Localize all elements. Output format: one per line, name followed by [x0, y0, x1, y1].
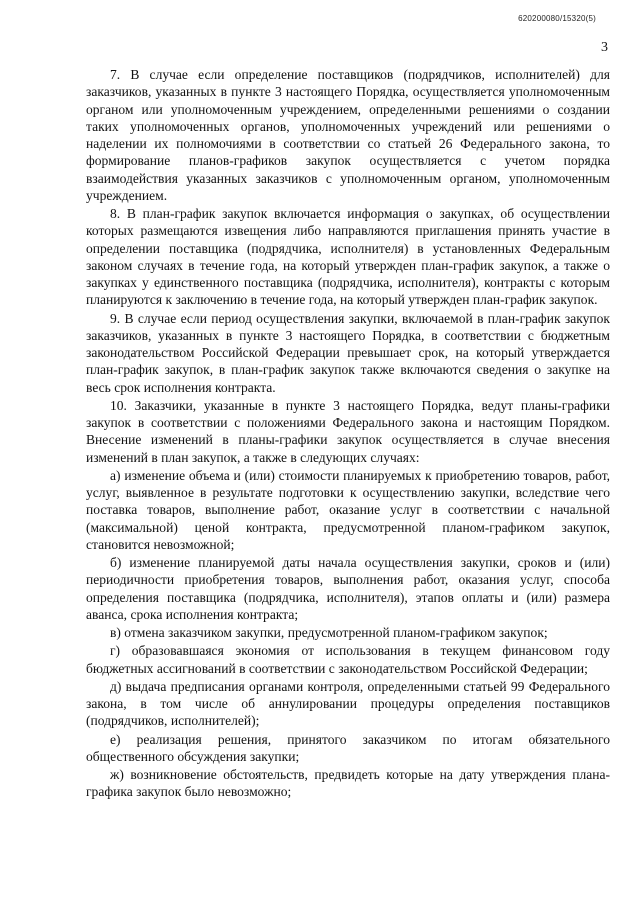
subitem-e: е) реализация решения, принятого заказчиком по итогам обязательного общественного обсуждения закупки; — [86, 731, 610, 764]
subitem-g: г) образовавшаяся экономия от использования в текущем финансовом году бюджетных ассигнований в соответствии с законодательством Российской Федерации; — [86, 643, 610, 676]
subitem-d: д) выдача предписания органами контроля, определенными статьей 99 Федерального закона, в том числе об аннулировании процедуры определения поставщиков (подрядчиков, исполнителей); — [86, 678, 610, 729]
document-body — [86, 66, 610, 802]
paragraph-8: 8. В план-график закупок включается информация о закупках, об осуществлении которых размещаются извещения либо направляются приглашения принять участие в определении поставщика (подрядчика, исполнителя) в установленных Федеральным законом случаях в течение года, на который утвержден план-график закупок, а также о закупках у единственного поставщика (подрядчика, исполнителя), контракты с которым планируются к заключению в течение года, на который утвержден план-график закупок. — [86, 206, 610, 308]
document-code: 620200080/15320(5) — [518, 14, 596, 23]
subitem-v: в) отмена заказчиком закупки, предусмотренной планом-графиком закупок; — [110, 625, 548, 640]
page-number: 3 — [601, 40, 608, 55]
paragraph-9: 9. В случае если период осуществления закупки, включаемой в план-график закупок заказчиков, указанных в пункте 3 настоящего Порядка, в соответствии с бюджетным законодательством Российской Федерации превышает срок, на который утверждается план-график закупок, в план-график закупок также включаются сведения о закупке на весь срок исполнения контракта. — [86, 310, 610, 395]
paragraph-10: 10. Заказчики, указанные в пункте 3 настоящего Порядка, ведут планы-графики закупок в соответствии с положениями Федерального закона и настоящим Порядком. Внесение изменений в планы-графики закупок осуществляется в случае внесения изменений в план закупок, а также в следующих случаях: — [86, 397, 610, 465]
subitem-zh: ж) возникновение обстоятельств, предвидеть которые на дату утверждения плана-графика закупок было невозможно; — [86, 767, 610, 800]
subitem-b: б) изменение планируемой даты начала осуществления закупки, сроков и (или) периодичности приобретения товаров, выполнения работ, оказания услуг, способа определения поставщика (подрядчика, исполнителя), этапов оплаты и (или) размера аванса, срока исполнения контракта; — [86, 555, 610, 622]
subitem-a: а) изменение объема и (или) стоимости планируемых к приобретению товаров, работ, услуг, выявленное в результате подготовки к осуществлению закупки, вследствие чего поставка товаров, выполнение работ, оказание услуг в соответствии с начальной (максимальной) ценой контракта, предусмотренной планом-графиком закупок, становится невозможной; — [86, 467, 610, 552]
paragraph-7: 7. В случае если определение поставщиков (подрядчиков, исполнителей) для заказчиков, указанных в пункте 3 настоящего Порядка, осуществляется уполномоченным органом или уполномоченным учреждением, определенными решениями о создании таких уполномоченных органов, уполномоченных учреждений или решениями о наделении их полномочиями в соответствии со статьей 26 Федерального закона, то формирование планов-графиков закупок осуществляется с учетом порядка взаимодействия указанных заказчиков с уполномоченным органом, уполномоченным учреждением. — [86, 67, 610, 203]
